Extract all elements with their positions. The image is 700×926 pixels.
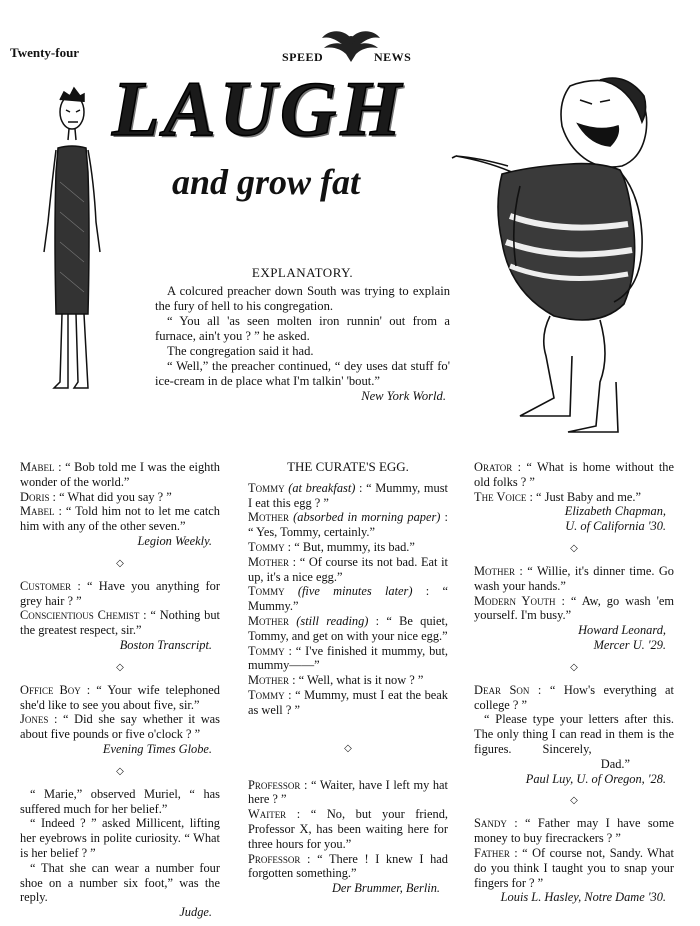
joke-source: Evening Times Globe.: [102, 741, 212, 756]
joke: [248, 481, 448, 718]
masthead-left-text: SPEED: [282, 50, 324, 64]
joke-source: Legion Weekly.: [137, 533, 212, 548]
joke-signature: U. of California '30.: [565, 519, 666, 534]
stage-direction: (absorbed in morning paper): [289, 510, 441, 525]
dialogue: “ Willie, it's dinner time. Go wash your hands.”: [474, 563, 674, 593]
dialogue: “ Just Baby and me.”: [532, 489, 641, 504]
ornament-divider: ◇: [344, 742, 352, 754]
joke-line: “ Indeed ? ” asked Millicent, lifting her eyebrows in polite curiosity. “ What is her belief ? ”: [20, 816, 220, 860]
dialogue: “ Of course not, Sandy. What do you think I taught you to snap your fingers for ? ”: [474, 845, 674, 890]
joke-line: [248, 644, 448, 674]
joke-line: [474, 846, 674, 890]
joke-line: [248, 584, 448, 614]
speaker: Customer :: [20, 578, 81, 593]
speaker: Father :: [474, 845, 518, 860]
joke-line: [248, 555, 448, 585]
dialogue: “ Your wife telephoned she'd like to see you about five, sir.”: [20, 682, 221, 712]
ornament-divider: ◇: [116, 765, 124, 777]
ornament-divider: ◇: [570, 542, 578, 554]
joke: [20, 460, 220, 549]
joke-source: Judge.: [179, 905, 212, 920]
dialogue: : “ But, mummy, its bad.”: [284, 539, 415, 554]
joke-line: [474, 460, 674, 490]
joke-line: [474, 490, 674, 505]
speaker: Waiter :: [248, 807, 301, 822]
speaker: Mother: [248, 510, 290, 525]
dialogue: “ Told him not to let me catch him with any of the other seven.”: [20, 504, 220, 534]
speaker: Dear Son :: [474, 682, 542, 697]
dialogue: : “ Mummy, must I eat the beak as well ? ”: [248, 687, 448, 717]
joke-line: [20, 504, 220, 534]
joke: [474, 460, 674, 534]
dialogue: : “ Mummy.”: [248, 584, 448, 614]
speaker: Mabel :: [20, 460, 62, 474]
speaker: Mother: [248, 613, 290, 628]
story-paragraph: “ Well,” the preacher continued, “ dey uses dat stuff fo' ice-cream in de place what I'm talkin' 'bout.”: [155, 359, 450, 388]
speaker: Tommy: [248, 480, 285, 495]
joke-closing: Dad.”: [600, 756, 630, 771]
dialogue: : “ Yes, Tommy, certainly.”: [248, 510, 448, 540]
joke-line: [474, 683, 674, 713]
dialogue: “ What is home without the old folks ? ”: [474, 460, 674, 489]
joke-line: [248, 688, 448, 718]
speaker: Mother :: [474, 563, 523, 578]
story-paragraph: The congregation said it had.: [167, 344, 314, 358]
story-source: New York World.: [361, 389, 446, 403]
joke-line: [248, 807, 448, 851]
speaker: Modern Youth :: [474, 593, 565, 608]
story-paragraph: “ You all 'as seen molten iron runnin' out from a furnace, ain't you ? ” he asked.: [155, 314, 450, 343]
joke-line: [248, 673, 448, 688]
speaker: Mother: [248, 673, 290, 688]
speaker: Orator :: [474, 460, 522, 474]
dialogue: “ There ! I knew I had forgotten something.”: [248, 851, 448, 881]
stage-direction: (at breakfast): [284, 480, 356, 495]
joke-line: [474, 816, 674, 846]
joke-line: [20, 683, 220, 713]
joke-line: “ Marie,” observed Muriel, “ has suffered much for her belief.”: [20, 786, 220, 816]
joke-column-3: [474, 460, 678, 911]
speaker: Tommy: [248, 584, 285, 599]
joke-line: [20, 460, 220, 490]
story-heading: EXPLANATORY.: [251, 265, 354, 280]
masthead: [282, 28, 412, 68]
joke: [474, 816, 674, 905]
eagle-icon: [322, 28, 380, 68]
joke: [20, 579, 220, 653]
speaker: Tommy: [248, 687, 285, 702]
joke-line: [248, 614, 448, 644]
page-subtitle: and grow fat: [172, 162, 361, 202]
joke: [20, 683, 220, 757]
speaker: The Voice :: [474, 489, 533, 504]
curates-egg-heading: THE CURATE'S EGG.: [287, 459, 409, 474]
speaker: Tommy: [248, 539, 285, 554]
speaker: Tommy: [248, 643, 285, 658]
joke-line: [248, 778, 448, 808]
dialogue: : “ Well, what is it now ? ”: [289, 673, 424, 688]
ornament-divider: ◇: [116, 661, 124, 673]
speaker: Office Boy :: [20, 682, 91, 697]
masthead-right-text: NEWS: [374, 50, 412, 64]
joke-line: [248, 510, 448, 540]
joke: [474, 564, 674, 653]
page-title: LAUGH: [112, 65, 405, 152]
dialogue: : “ Of course its not bad. Eat it up, it's a nice egg.”: [248, 554, 448, 584]
joke: [474, 682, 678, 787]
speaker: Mother: [248, 554, 290, 569]
dialogue: “ Have you anything for grey hair ? ”: [20, 578, 220, 608]
joke-source: Der Brummer, Berlin.: [331, 881, 440, 896]
joke-line: [20, 579, 220, 609]
joke-line: [248, 540, 448, 555]
joke: [20, 787, 220, 920]
dialogue: : “ I've finished it mummy, but, mummy——”: [248, 643, 448, 673]
ornament-divider: ◇: [570, 661, 578, 673]
joke-column-1: [20, 460, 220, 926]
joke-line: [20, 712, 220, 742]
speaker: Jones :: [20, 712, 58, 727]
speaker: Conscientious Chemist :: [20, 608, 147, 623]
explanatory-story: [155, 265, 450, 404]
joke-line: [474, 594, 674, 624]
joke-line: [20, 490, 220, 505]
joke-line: [20, 608, 220, 638]
joke-source: Boston Transcript.: [119, 637, 212, 652]
joke-signature: Mercer U. '29.: [593, 637, 666, 652]
joke-signature: Louis L. Hasley, Notre Dame '30.: [500, 890, 666, 905]
joke-line: [474, 564, 674, 594]
dialogue: “ Bob told me I was the eighth wonder of the world.”: [20, 460, 220, 489]
speaker: Professor :: [248, 777, 308, 792]
ornament-divider: ◇: [116, 557, 124, 569]
dialogue: “ Father may I have some money to buy firecrackers ? ”: [474, 816, 674, 846]
speaker: Sandy :: [474, 816, 518, 831]
dialogue: “ No, but your friend, Professor X, has been waiting here for three hours for you.”: [248, 807, 448, 851]
dialogue: “ Nothing but the greatest respect, sir.”: [20, 608, 220, 638]
joke-column-2: [248, 460, 448, 902]
dialogue: “ Did she say whether it was about five pounds or five o'clock ? ”: [20, 712, 220, 742]
joke-line: “ That she can wear a number four shoe on a number six foot,” was the reply.: [20, 860, 220, 905]
ornament-divider: ◇: [570, 795, 578, 807]
page-number: Twenty-four: [10, 45, 80, 60]
dialogue: “ What did you say ? ”: [56, 489, 172, 504]
story-paragraph: A colcured preacher down South was trying to explain the fury of hell to his congregation.: [155, 284, 450, 313]
stage-direction: (five minutes later): [284, 584, 413, 599]
joke-line: [248, 852, 448, 882]
joke-line: [248, 481, 448, 511]
speaker: Doris :: [20, 489, 56, 504]
speaker: Mabel :: [20, 504, 62, 519]
speaker: Professor :: [248, 851, 311, 866]
joke: [248, 778, 448, 896]
dialogue: “ Waiter, have I left my hat here ? ”: [248, 777, 448, 807]
dialogue: : “ Be quiet, Tommy, and get on with your nice egg.”: [248, 613, 448, 643]
joke-signature: Elizabeth Chapman,: [564, 504, 666, 519]
dialogue: : “ Mummy, must I eat this egg ? ”: [248, 480, 448, 510]
joke-signature: Howard Leonard,: [578, 623, 666, 638]
joke-signature: Paul Luy, U. of Oregon, '28.: [525, 771, 666, 786]
fat-man-illustration: [450, 66, 665, 446]
dialogue: “ How's everything at college ? ”: [474, 682, 674, 712]
stage-direction: (still reading): [289, 613, 369, 628]
thin-man-illustration: [22, 82, 122, 392]
dialogue: “ Aw, go wash 'em yourself. I'm busy.”: [474, 593, 674, 623]
joke-line: “ Please type your letters after this. The only thing I can read in them is the figures. Sincerely,: [474, 712, 678, 756]
